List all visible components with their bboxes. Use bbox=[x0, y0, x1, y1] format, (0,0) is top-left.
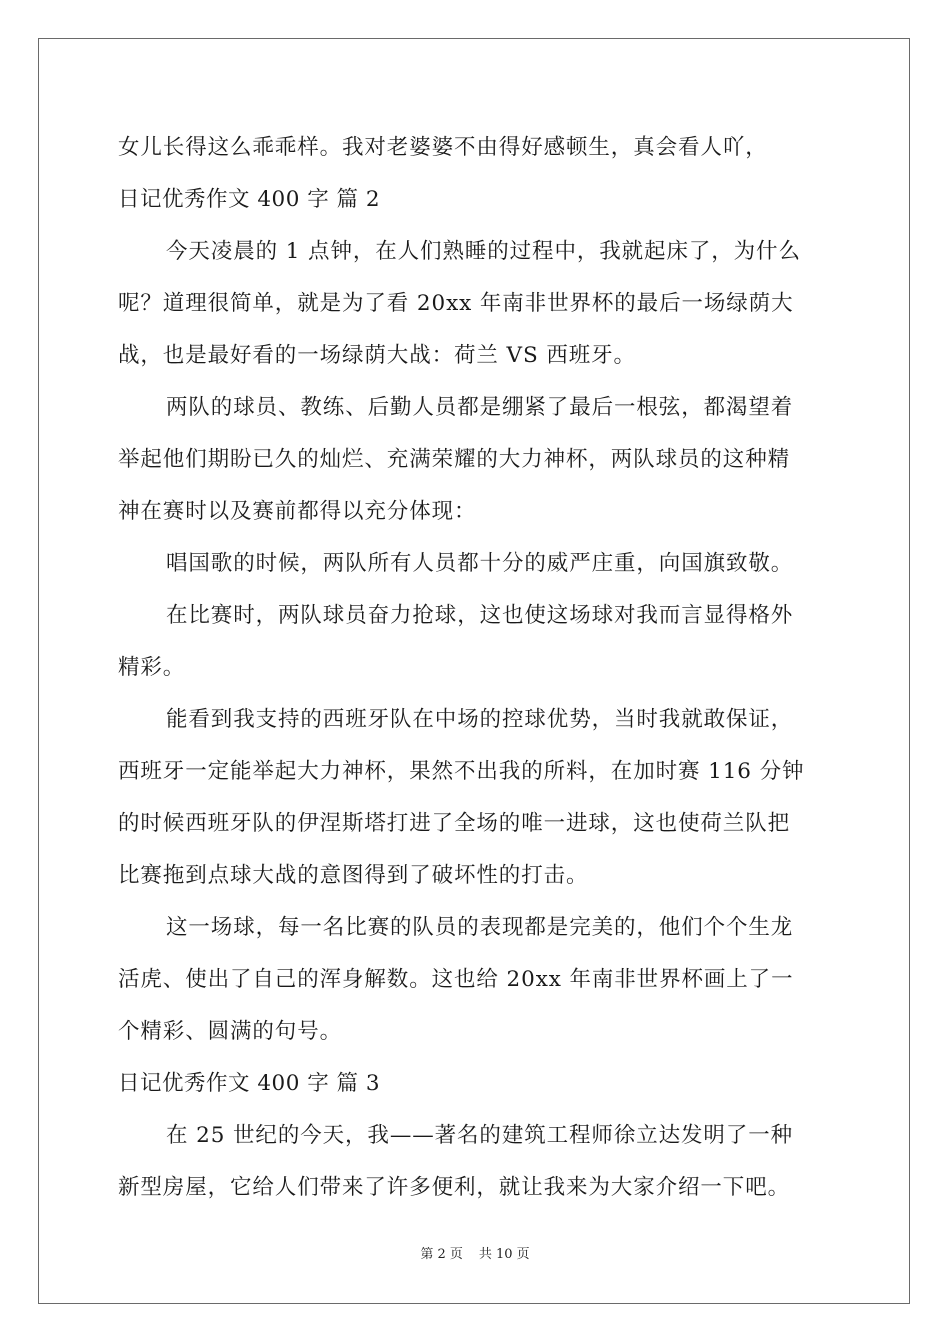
text-line: 举起他们期盼已久的灿烂、充满荣耀的大力神杯，两队球员的这种精 bbox=[118, 447, 791, 472]
section-heading: 日记优秀作文 400 字 篇 2 bbox=[118, 187, 381, 212]
text-line: 西班牙一定能举起大力神杯，果然不出我的所料，在加时赛 116 分钟 bbox=[118, 759, 805, 784]
text-line: 的时候西班牙队的伊涅斯塔打进了全场的唯一进球，这也使荷兰队把 bbox=[118, 811, 791, 836]
text-line: 活虎、使出了自己的浑身解数。这也给 20xx 年南非世界杯画上了一 bbox=[118, 967, 794, 992]
text-line: 在 25 世纪的今天，我——著名的建筑工程师徐立达发明了一种 bbox=[166, 1123, 794, 1148]
page-footer bbox=[0, 1243, 950, 1262]
text-line: 神在赛时以及赛前都得以充分体现： bbox=[118, 499, 477, 524]
text-line: 在比赛时，两队球员奋力抢球，这也使这场球对我而言显得格外 bbox=[166, 603, 794, 628]
text-line: 个精彩、圆满的句号。 bbox=[118, 1019, 343, 1044]
text-line: 女儿长得这么乖乖样。我对老婆婆不由得好感顿生，真会看人吖， bbox=[118, 135, 768, 160]
text-line: 今天凌晨的 1 点钟，在人们熟睡的过程中，我就起床了，为什么 bbox=[166, 239, 801, 264]
text-line: 能看到我支持的西班牙队在中场的控球优势，当时我就敢保证， bbox=[166, 707, 794, 732]
text-line: 战，也是最好看的一场绿荫大战：荷兰 VS 西班牙。 bbox=[118, 343, 636, 368]
text-line: 比赛拖到点球大战的意图得到了破坏性的打击。 bbox=[118, 863, 589, 888]
section-heading: 日记优秀作文 400 字 篇 3 bbox=[118, 1071, 381, 1096]
text-line: 唱国歌的时候，两队所有人员都十分的威严庄重，向国旗致敬。 bbox=[166, 551, 794, 576]
text-line: 这一场球，每一名比赛的队员的表现都是完美的，他们个个生龙 bbox=[166, 915, 794, 940]
page-number: 第 2 页 bbox=[420, 1247, 463, 1262]
document-body bbox=[118, 128, 836, 1220]
text-line: 新型房屋，它给人们带来了许多便利，就让我来为大家介绍一下吧。 bbox=[118, 1175, 791, 1200]
text-line: 精彩。 bbox=[118, 655, 186, 680]
text-line: 两队的球员、教练、后勤人员都是绷紧了最后一根弦，都渴望着 bbox=[166, 395, 794, 420]
page-total: 共 10 页 bbox=[478, 1247, 530, 1262]
text-line: 呢？道理很简单，就是为了看 20xx 年南非世界杯的最后一场绿荫大 bbox=[118, 291, 794, 316]
